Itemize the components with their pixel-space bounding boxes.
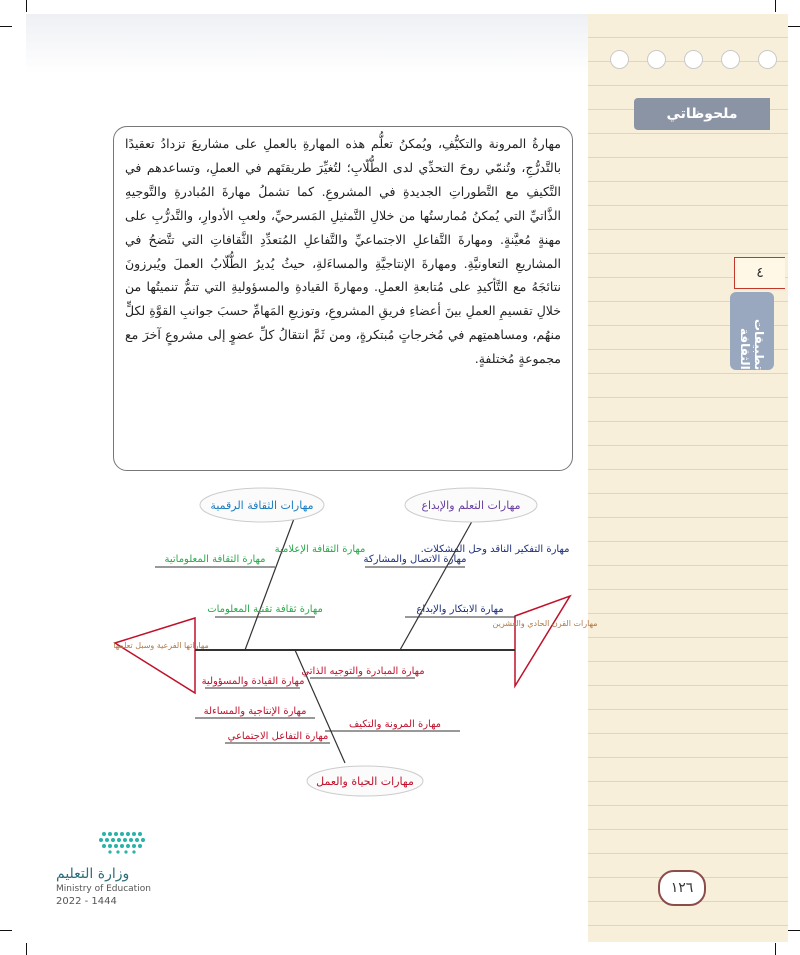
life-item-1: مهارة القيادة والمسؤولية [201, 676, 305, 687]
tail-label [113, 641, 209, 650]
digital-item-1: مهارة الثقافة المعلوماتية [164, 554, 266, 565]
life-item-2: مهارة المبادرة والتوجيه الذاتي [301, 666, 425, 677]
digital-item-2: مهارة الثقافة الإعلامية [274, 544, 366, 555]
digital-item-3: مهارة ثقافة تقنية المعلومات [207, 604, 323, 615]
binder-hole-icon [610, 50, 629, 69]
binder-holes [610, 50, 780, 70]
fish-tail-shape [115, 618, 195, 693]
learning-title: مهارات التعلم والإبداع [421, 499, 521, 512]
learning-item-1: مهارة الاتصال والمشاركة [363, 554, 467, 565]
body-paragraph: مهارةُ المرونة والتكيُّفِ، ويُمكنُ تعلُّم هذه المهارةِ بالعملِ على مشاريعَ تزدادُ تعقيدًا بالتَّدرُّجِ، وتُنمّي روحَ التحدِّي لدى الطُّلّابِ؛ لتُغيِّرَ طريقتَهم في العملِ، وتساعدهم في التَّكيفِ مع التَّطوراتِ الجديدةِ في المشروعِ. كما تشملُ مهارةَ المُبادرةِ والتَّوجيهِ الذَّاتيِّ التي يُمكنُ مُمارستُها من خلالِ التَّمثيلِ المَسرحيِّ، ولعبِ الأدوارِ، والتَّدرُّبِ على مهنةٍ مُعيَّنةٍ. ومهارةَ التَّفاعلِ الاجتماعيِّ والتَّفاعلِ المُتعدِّدِ الثَّقافاتِ التي تتَّضحُ في المشاريعِ التعاونيَّةِ. ومهارةَ الإنتاجيَّةِ والمساءَلةِ، حيثُ يُديرُ الطُّلّابُ العملَ ويُبرزونَ نتائجَهُ مع التَّأكيدِ على مُتابعةِ العملِ. ومهارةَ القيادةِ والمسؤوليةِ التي تتمُّ تنميتُها من خلالِ تقسيمِ العملِ بينَ أعضاءِ فريقِ المشروعِ، وتوزيعِ المَهامِّ حسبَ جوانبِ القوَّةِ لكلٍّ منهُم، ومساهمتِهم في مُخرجاتٍ مُبتكرةٍ، ومن ثَمَّ انتقالُ كلِّ عضوٍ إلى مشروعٍ آخرَ مع مجموعةٍ مُختلفةٍ. [125, 136, 561, 367]
binder-hole-icon [647, 50, 666, 69]
fishbone-diagram [113, 478, 598, 798]
bone-digital-1 [245, 516, 295, 650]
binder-hole-icon [684, 50, 703, 69]
bone-learning-1 [400, 516, 475, 650]
unit-title-ribbon [730, 292, 774, 370]
ministry-logo-icon [56, 820, 196, 870]
notes-column [588, 14, 788, 942]
life-item-4: مهارة المرونة والتكيف [348, 719, 442, 730]
crop-mark [26, 943, 27, 955]
crop-mark [0, 930, 12, 931]
life-item-3: مهارة الإنتاجية والمساءلة [203, 706, 307, 717]
page-number: ١٢٦ [658, 870, 706, 906]
life-title: مهارات الحياة والعمل [316, 775, 414, 788]
crop-mark [788, 930, 800, 931]
tail-label-text: مهاراتها الفرعية وسبل تعلمها [113, 641, 209, 650]
learning-item-2: مهارة التفكير الناقد وحل المشكلات. [420, 544, 570, 555]
crop-mark [26, 0, 27, 12]
ministry-name-english: Ministry of Education [56, 884, 151, 894]
crop-mark [0, 26, 12, 27]
crop-mark [775, 0, 776, 12]
binder-hole-icon [721, 50, 740, 69]
fish-head-shape [515, 596, 570, 686]
ministry-year: 2022 - 1444 [56, 896, 117, 907]
learning-item-3: مهارة الابتكار والإبداع [416, 604, 504, 615]
unit-title: تطبيقات الثقافة [738, 318, 766, 370]
binder-hole-icon [758, 50, 777, 69]
crop-mark [788, 26, 800, 27]
digital-title: مهارات الثقافة الرقمية [210, 499, 314, 512]
crop-mark [775, 943, 776, 955]
unit-number: ٤ [734, 257, 785, 289]
head-label [493, 619, 598, 628]
ministry-name-arabic: وزارة التعليم [56, 866, 130, 882]
life-item-5: مهارة التفاعل الاجتماعي [227, 731, 329, 742]
head-label-text: مهارات القرن الحادي والعشرين [492, 619, 598, 628]
notes-label: ملحوظاتي [634, 98, 770, 130]
